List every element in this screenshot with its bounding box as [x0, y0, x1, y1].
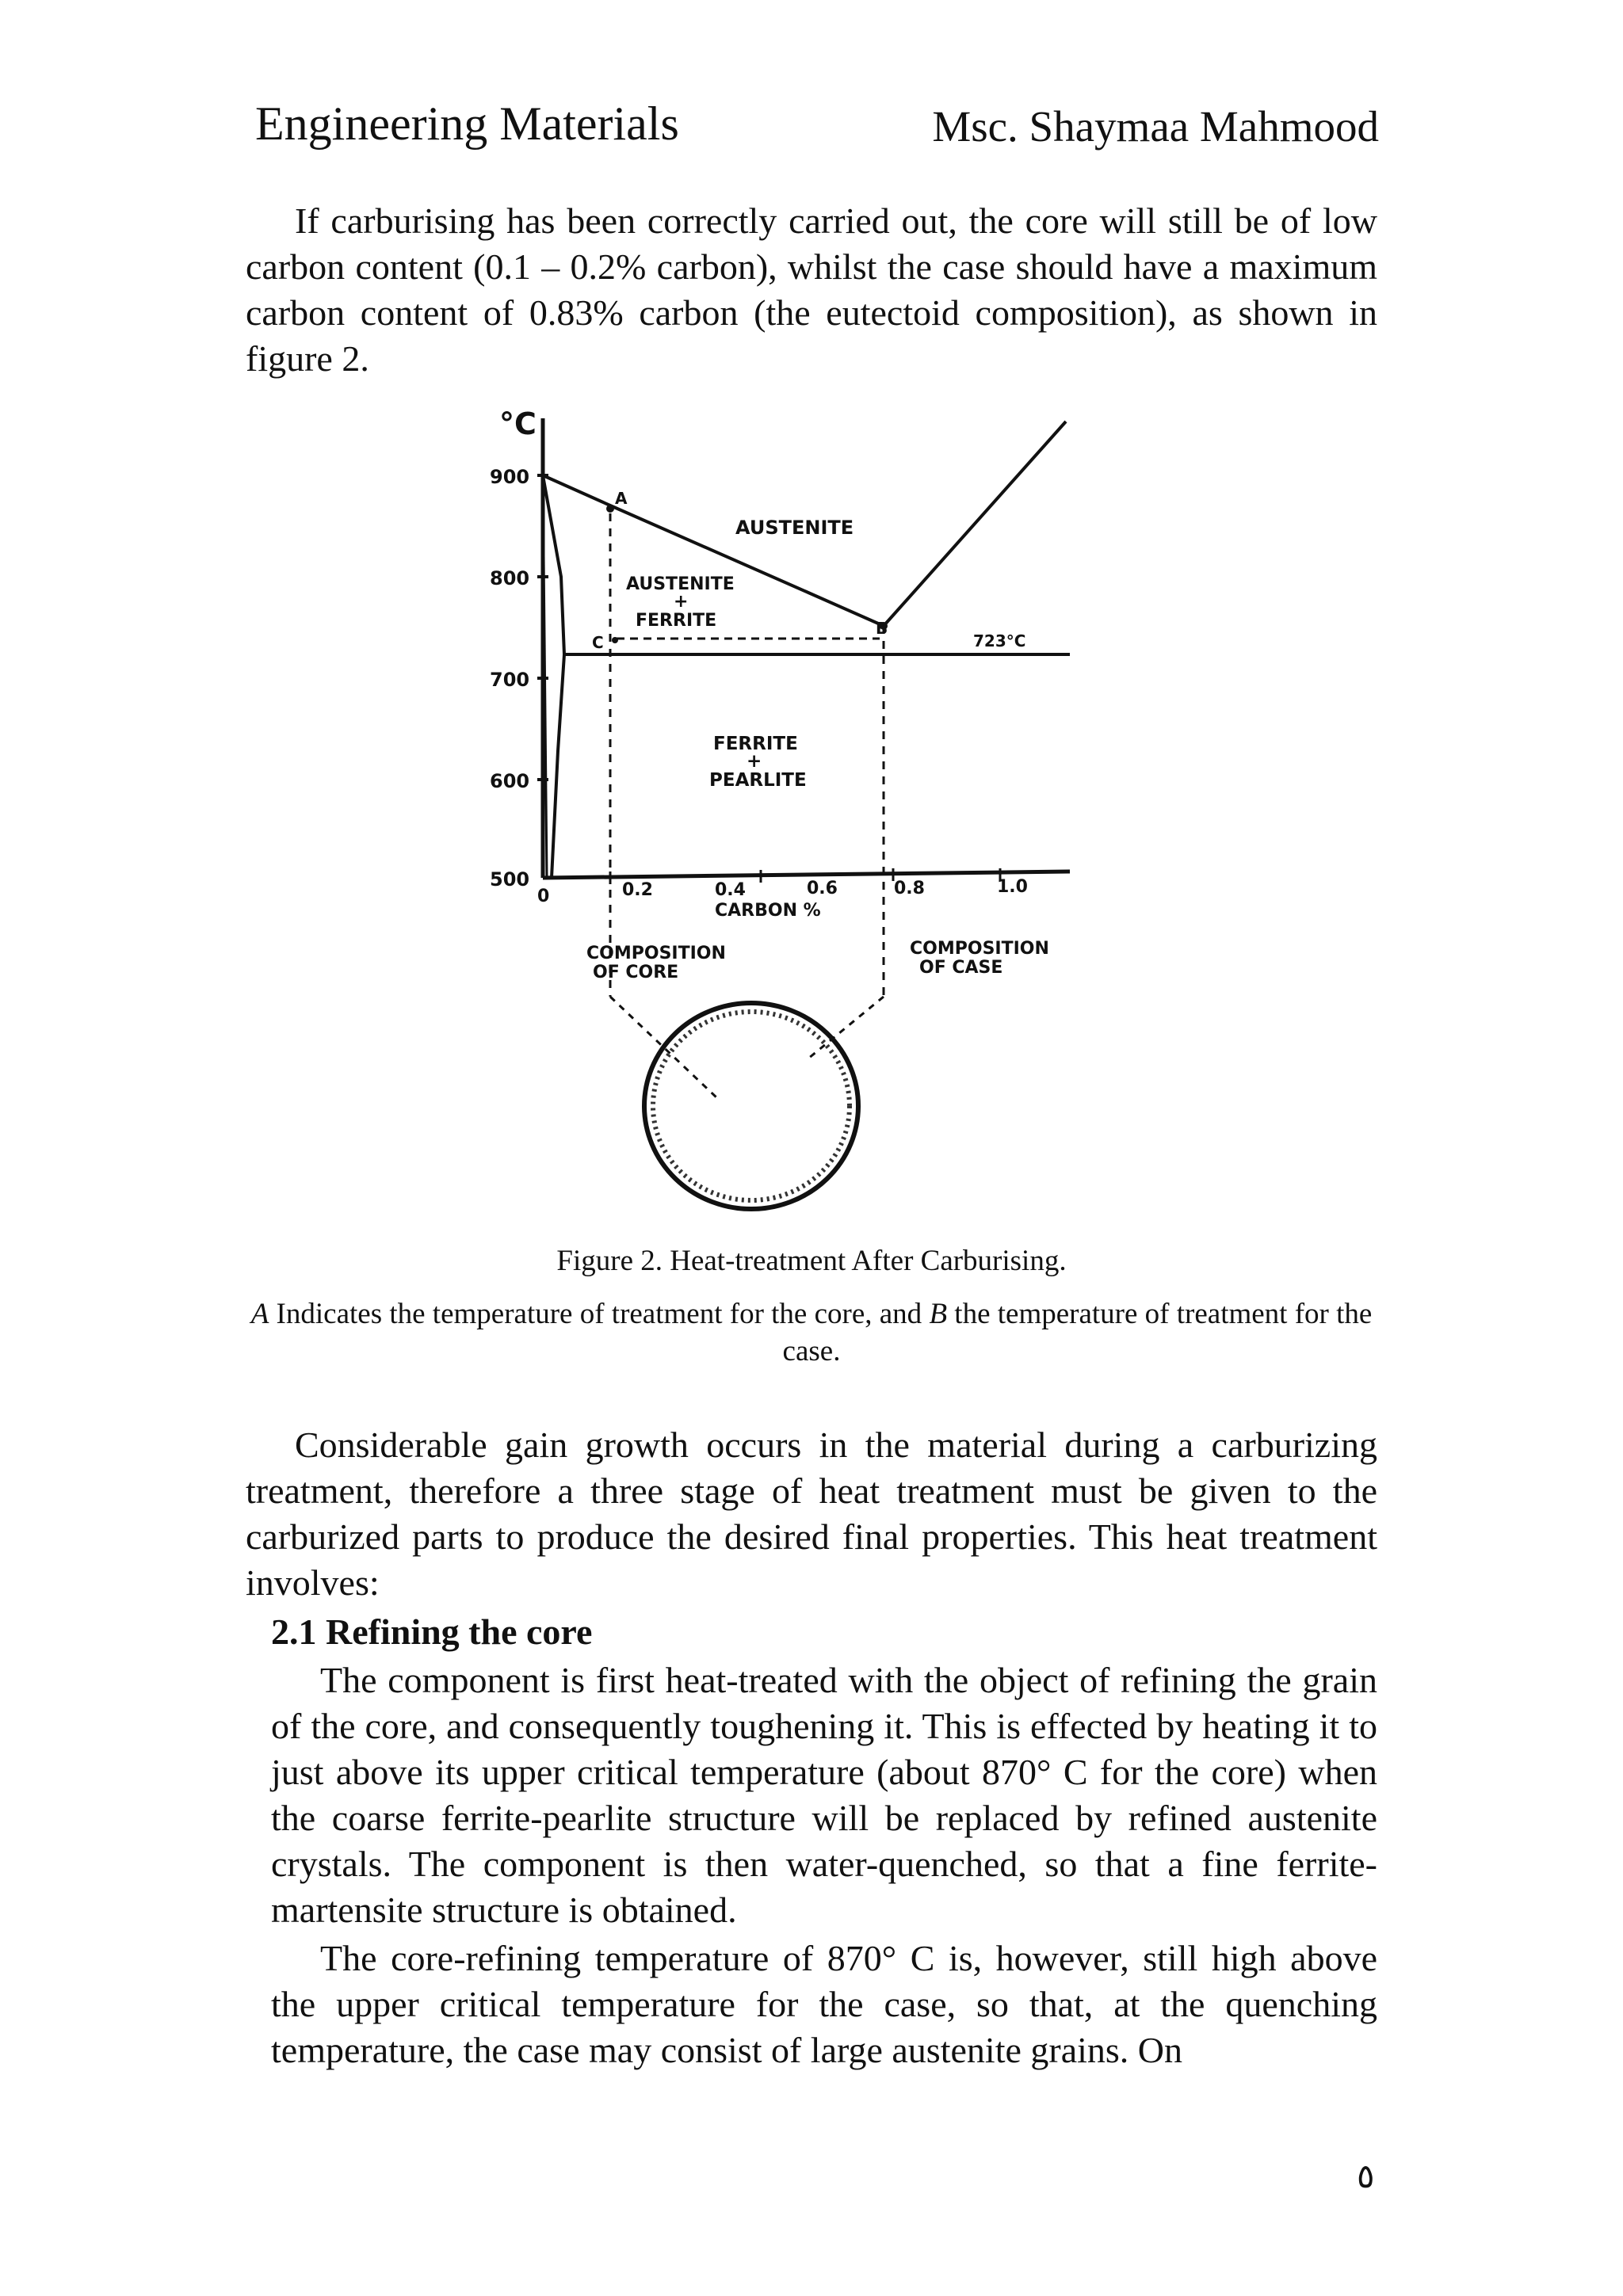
- page-number: ٥: [1357, 2159, 1375, 2195]
- note-a: A: [250, 1298, 269, 1330]
- section-paragraph-1: The component is first heat-treated with the object of refining the grain of the core, and consequently toughening it. This is effected by heating it to just above its upper critical temperature (about 870° C for the core) when the coarse ferrite-pearlite structure will be replaced by refined austenite crystals. The component is then water-quenched, so that a fine ferrite-martensite structure is obtained.: [271, 1660, 1377, 1930]
- x-tick-label: 0: [537, 887, 550, 906]
- intro-paragraph: If carburising has been correctly carried out, the core will still be of low carbon content (0.1 – 0.2% carbon), whilst the case should have a maximum carbon content of 0.83% carbon (the eutectoid composition), as shown in figure 2.: [246, 200, 1377, 379]
- x-axis-label: CARBON %: [715, 901, 821, 921]
- figure-note: [246, 1295, 1377, 1370]
- y-tick-label: 900: [490, 466, 530, 488]
- x-tick-label: 1.0: [997, 877, 1028, 897]
- y-tick-label: 800: [490, 567, 530, 589]
- header-author: Msc. Shaymaa Mahmood: [932, 102, 1379, 151]
- point-c-label: C: [592, 633, 604, 652]
- header-title: Engineering Materials: [255, 97, 679, 150]
- y-tick-label: 700: [490, 669, 530, 691]
- point-b-label: B: [876, 619, 888, 638]
- core-label: COMPOSITION: [586, 944, 726, 963]
- y-unit-label: °C: [499, 406, 537, 441]
- a3-line: [543, 475, 884, 626]
- plus-sign: +: [747, 751, 762, 772]
- case-label: OF CASE: [919, 958, 1003, 978]
- note-suffix: the temperature of treatment for the case.: [782, 1298, 1373, 1367]
- x-tick-label: 0.4: [715, 880, 746, 900]
- plus-sign: +: [674, 592, 689, 612]
- case-label: COMPOSITION: [910, 939, 1049, 959]
- iron-carbon-diagram: [475, 371, 1078, 1230]
- point-a-label: A: [615, 489, 628, 508]
- section-paragraph-2: The core-refining temperature of 870° C is, however, still high above the upper critical temperature for the case, so that, at the quenching temperature, the case may consist of large austenite grains. On: [271, 1938, 1377, 2070]
- region-austenite-ferrite: AUSTENITE: [626, 574, 735, 594]
- eutectoid-temp-label: 723°C: [973, 631, 1026, 650]
- figure-caption: Figure 2. Heat-treatment After Carburising.: [556, 1245, 1067, 1277]
- body-paragraph: Considerable gain growth occurs in the material during a carburizing treatment, therefore a three stage of heat treatment must be given to the carburized parts to produce the desired final properties. This heat treatment involves:: [246, 1425, 1377, 1603]
- note-mid: Indicates the temperature of treatment for the core, and: [269, 1298, 930, 1330]
- y-tick-label: 500: [490, 868, 530, 891]
- acm-line: [884, 421, 1066, 626]
- region-ferrite-pearlite: FERRITE: [713, 734, 798, 754]
- specimen-cross-section: [644, 1003, 858, 1209]
- note-b: B: [929, 1298, 948, 1330]
- core-label: OF CORE: [593, 963, 679, 982]
- region-pearlite-label: PEARLITE: [709, 770, 807, 791]
- x-tick-label: 0.8: [894, 879, 925, 898]
- region-ferrite-label: FERRITE: [636, 611, 717, 631]
- y-tick-label: 600: [490, 770, 530, 792]
- x-tick-label: 0.2: [622, 880, 653, 900]
- section-heading: 2.1 Refining the core: [271, 1611, 593, 1652]
- x-tick-label: 0.6: [807, 879, 838, 898]
- region-austenite: AUSTENITE: [735, 517, 854, 539]
- x-axis: [543, 871, 1070, 878]
